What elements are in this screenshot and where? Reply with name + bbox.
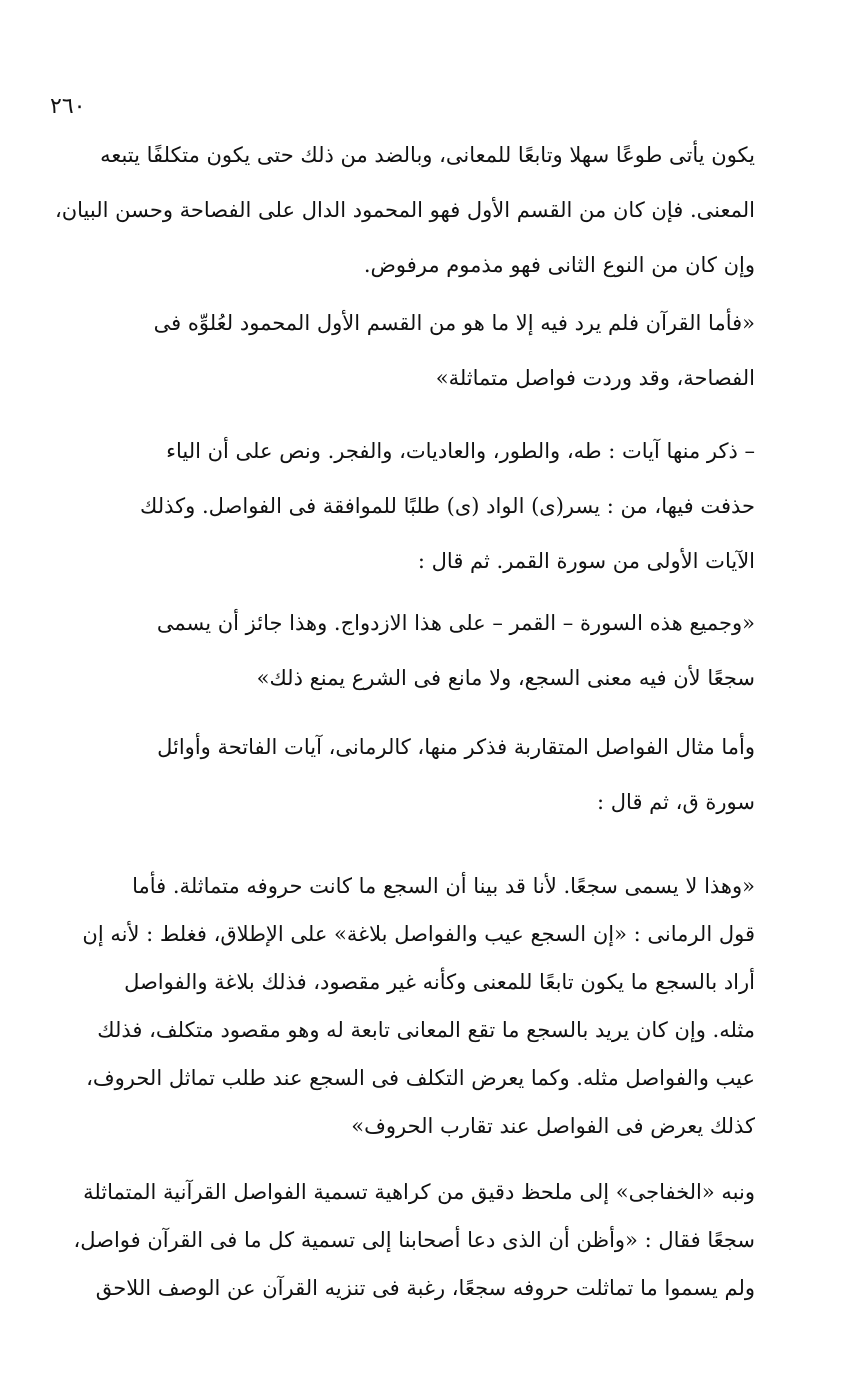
text-line: الفصاحة، وقد وردت فواصل متماثلة» (435, 366, 755, 390)
text-line: حذفت فيها، من : يسر(ى) الواد (ى) طلبًا للموافقة فى الفواصل. وكذلك (140, 494, 755, 518)
text-line: عيب والفواصل مثله. وكما يعرض التكلف فى السجع عند طلب تماثل الحروف، (86, 1066, 755, 1090)
text-line: سجعًا لأن فيه معنى السجع، ولا مانع فى الشرع يمنع ذلك» (256, 666, 755, 690)
text-line: «وهذا لا يسمى سجعًا. لأنا قد بينا أن السجع ما كانت حروفه متماثلة. فأما (132, 874, 755, 898)
text-line: سورة ق، ثم قال : (597, 790, 755, 814)
text-line: وأما مثال الفواصل المتقاربة فذكر منها، كالرمانى، آيات الفاتحة وأوائل (157, 735, 755, 759)
paragraph-2 (40, 296, 755, 406)
text-line: وإن كان من النوع الثانى فهو مذموم مرفوض. (363, 253, 755, 277)
paragraph-4 (40, 596, 755, 706)
text-line: – ذكر منها آيات : طه، والطور، والعاديات، والفجر. ونص على أن الياء (166, 439, 755, 463)
text-line: سجعًا فقال : «وأظن أن الذى دعا أصحابنا إلى تسمية كل ما فى القرآن فواصل، (73, 1228, 755, 1252)
paragraph-1 (40, 128, 755, 293)
text-line: «فأما القرآن فلم يرد فيه إلا ما هو من القسم الأول المحمود لعُلوِّه فى (153, 311, 755, 335)
paragraph-3 (40, 424, 755, 589)
text-line: يكون يأتى طوعًا سهلا وتابعًا للمعانى، وبالضد من ذلك حتى يكون متكلفًا يتبعه (100, 143, 755, 167)
paragraph-7 (40, 1168, 755, 1312)
text-line: أراد بالسجع ما يكون تابعًا للمعنى وكأنه غير مقصود، فذلك بلاغة والفواصل (124, 970, 755, 994)
text-line: المعنى. فإن كان من القسم الأول فهو المحمود الدال على الفصاحة وحسن البيان، (54, 198, 755, 222)
text-line: قول الرمانى : «إن السجع عيب والفواصل بلاغة» على الإطلاق، فغلط : لأنه إن (82, 922, 755, 946)
page-number: ٢٦٠ (50, 94, 86, 119)
paragraph-6 (40, 862, 755, 1150)
text-line: ونبه «الخفاجى» إلى ملحظ دقيق من كراهية تسمية الفواصل القرآنية المتماثلة (83, 1180, 755, 1204)
text-line: الآيات الأولى من سورة القمر. ثم قال : (417, 549, 755, 573)
text-line: مثله. وإن كان يريد بالسجع ما تقع المعانى تابعة له وهو مقصود متكلف، فذلك (97, 1018, 755, 1042)
text-line: كذلك يعرض فى الفواصل عند تقارب الحروف» (351, 1114, 755, 1138)
paragraph-5 (40, 720, 755, 830)
text-line: ولم يسموا ما تماثلت حروفه سجعًا، رغبة فى تنزيه القرآن عن الوصف اللاحق (95, 1276, 755, 1300)
text-line: «وجميع هذه السورة – القمر – على هذا الازدواج. وهذا جائز أن يسمى (156, 611, 755, 635)
